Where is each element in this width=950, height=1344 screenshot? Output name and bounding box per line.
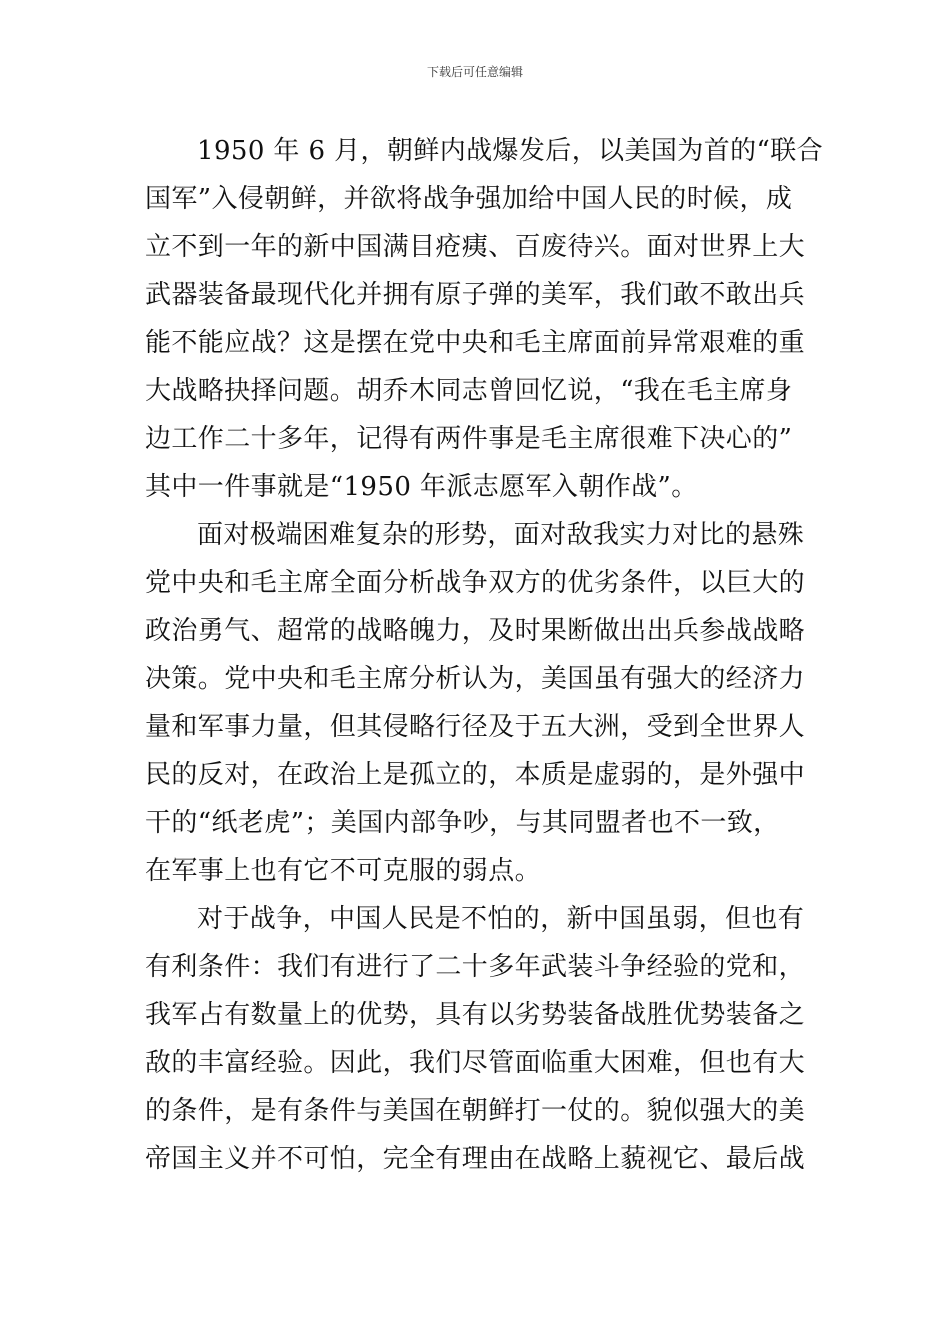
text-line: 武器装备最现代化并拥有原子弹的美军，我们敢不敢出兵 (145, 280, 806, 310)
text-line: 立不到一年的新中国满目疮痍、百废待兴。面对世界上大 (145, 232, 806, 262)
text-line: 大战略抉择问题。胡乔木同志曾回忆说，“我在毛主席身 (145, 376, 793, 406)
text-line: 政治勇气、超常的战略魄力，及时果断做出出兵参战战略 (145, 616, 806, 646)
text-line: 党中央和毛主席全面分析战争双方的优劣条件，以巨大的 (145, 568, 806, 598)
text-line: 量和军事力量，但其侵略行径及于五大洲，受到全世界人 (145, 712, 806, 742)
paragraph-2 (145, 511, 810, 895)
paragraph-3 (145, 895, 810, 1183)
paragraph-1 (145, 127, 823, 511)
text-line: 帝国主义并不可怕，完全有理由在战略上藐视它、最后战 (145, 1144, 806, 1174)
text-line: 对于战争，中国人民是不怕的，新中国虽弱，但也有 (197, 904, 805, 934)
text-line: 决策。党中央和毛主席分析认为，美国虽有强大的经济力 (145, 664, 806, 694)
text-line: 在军事上也有它不可克服的弱点。 (145, 856, 542, 886)
text-line: 1950 年 6 月，朝鲜内战爆发后，以美国为首的“联合 (197, 136, 823, 166)
text-line: 能不能应战？这是摆在党中央和毛主席面前异常艰难的重 (145, 328, 806, 358)
text-line: 有利条件：我们有进行了二十多年武装斗争经验的党和， (145, 952, 806, 982)
text-line: 国军”入侵朝鲜，并欲将战争强加给中国人民的时候，成 (145, 184, 793, 214)
text-line: 面对极端困难复杂的形势，面对敌我实力对比的悬殊 (197, 520, 805, 550)
text-line: 我军占有数量上的优势，具有以劣势装备战胜优势装备之 (145, 1000, 806, 1030)
text-line: 其中一件事就是“1950 年派志愿军入朝作战”。 (145, 472, 698, 502)
download-note: 下载后可任意编辑 (426, 65, 523, 79)
text-line: 的条件，是有条件与美国在朝鲜打一仗的。貌似强大的美 (145, 1096, 806, 1126)
body-text (145, 127, 823, 1183)
text-line: 边工作二十多年，记得有两件事是毛主席很难下决心的” (145, 424, 793, 454)
text-line: 敌的丰富经验。因此，我们尽管面临重大困难，但也有大 (145, 1048, 806, 1078)
text-line: 民的反对，在政治上是孤立的，本质是虚弱的，是外强中 (145, 760, 806, 790)
text-line: 干的“纸老虎”；美国内部争吵，与其同盟者也不一致， (145, 808, 780, 838)
